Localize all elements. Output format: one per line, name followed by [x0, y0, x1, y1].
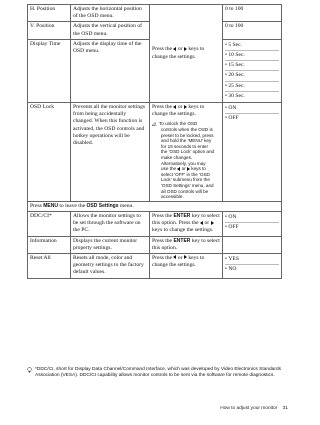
item-description: Adjusts the horizontal position of the OSD menu. [71, 5, 150, 22]
left-arrow-icon [173, 255, 176, 259]
item-description: Adjusts the display time of the OSD menu. [71, 39, 150, 102]
item-name: OSD Lock [28, 103, 71, 202]
range-option: • 30 Sec. [225, 91, 279, 101]
osd-settings-table [27, 4, 282, 279]
table-row [28, 253, 282, 278]
range-option: • OFF [225, 113, 279, 123]
menu-key-label: MENU [43, 202, 58, 209]
table-row [28, 103, 282, 202]
right-arrow-icon [184, 105, 187, 109]
item-description: Adjusts the vertical position of the OSD menu. [71, 22, 150, 39]
range-option: • 20 Sec. [225, 70, 279, 80]
table-row [28, 211, 282, 236]
item-description: Displays the current monitor property settings. [71, 236, 150, 253]
lightbulb-icon [27, 367, 32, 373]
range-option: • ON [225, 213, 279, 222]
item-range: 0 to 100 [223, 22, 282, 39]
item-name: Reset All [28, 253, 71, 278]
operation-cell: Press the or keys to change the settings. To unlock the OSD controls when the OSD is preset to be locked, press and hold the 'MENU' key for 15 seconds to enter the 'OSD Lock' option and make changes. Alternatively, you may use the or keys to select 'OFF' in the 'OSD Lock' submenu from the 'OSD Settings' menu, and all OSD controls will be accessible. [150, 103, 223, 202]
item-name: H. Position [28, 5, 71, 22]
left-arrow-icon [173, 105, 176, 109]
operation-cell: Press the ENTER key to select this option. Press the or keys to change the settings. [150, 211, 223, 236]
range-option: • ON [225, 104, 279, 113]
page-number: 31 [282, 406, 288, 411]
enter-key-label: ENTER [173, 237, 191, 244]
left-arrow-icon [173, 47, 176, 51]
menu-instruction-row [28, 201, 282, 211]
left-arrow-icon [200, 221, 203, 225]
item-range [223, 236, 282, 253]
item-name: DDC/CI* [28, 211, 71, 236]
osd-lock-note: To unlock the OSD controls when the OSD is preset to be locked, press and hold the 'MENU' key for 15 seconds to enter the 'OSD Lock' option and make changes. Alternatively, you may use the or keys to select 'OFF' in the 'OSD Lock' submenu from the 'OSD Settings' menu, and all OSD controls will be accessible. [152, 121, 220, 199]
item-description: Allows the monitor settings to be set through the software on the PC. [71, 211, 150, 236]
range-option: • NO [225, 264, 279, 274]
item-description: Prevents all the monitor settings from being accidentally changed. When this function is activated, the OSD controls and hotkey operations will be disabled. [71, 103, 150, 202]
range-option: • OFF [225, 222, 279, 232]
operation-cell: Press the ENTER key to select this option. [150, 236, 223, 253]
item-range: 0 to 100 [223, 5, 282, 22]
right-arrow-icon [187, 167, 190, 171]
table-row [28, 236, 282, 253]
table-row [28, 5, 282, 22]
left-arrow-icon [177, 167, 180, 171]
item-range-options [223, 211, 282, 236]
operation-cell: Press the or keys to change the settings. [150, 5, 223, 103]
right-arrow-icon [184, 255, 187, 259]
item-range-options [223, 39, 282, 102]
range-option: • 15 Sec. [225, 60, 279, 70]
right-arrow-icon [211, 221, 214, 225]
item-name: Information [28, 236, 71, 253]
item-description: Resets all mode, color and geometry settings to the factory default values. [71, 253, 150, 278]
osd-settings-label: OSD Settings [86, 202, 119, 209]
item-name: V. Position [28, 22, 71, 39]
ddc-ci-footnote [27, 367, 285, 379]
range-option: • 5 Sec. [225, 41, 279, 50]
right-arrow-icon [184, 47, 187, 51]
item-range-options [223, 103, 282, 202]
range-option: • 25 Sec. [225, 81, 279, 91]
enter-key-label: ENTER [173, 212, 191, 219]
operation-cell: Press the or keys to change the settings. [150, 253, 223, 278]
page-footer [220, 406, 288, 411]
item-name: Display Time [28, 39, 71, 102]
range-option: • YES [225, 255, 279, 264]
item-range-options [223, 253, 282, 278]
range-option: • 10 Sec. [225, 50, 279, 60]
footnote-text: *DDC/CI, short for Display Data Channel/Command Interface, which was developed by Video Electronics Standards Association (VESA). DDC/CI capability allows monitor controls to be sent via the software for remote diagnostics. [35, 367, 282, 378]
menu-instruction: Press MENU to leave the OSD Settings menu. [28, 201, 282, 211]
footer-title: How to adjust your monitor [220, 406, 278, 411]
note-icon [152, 122, 157, 126]
